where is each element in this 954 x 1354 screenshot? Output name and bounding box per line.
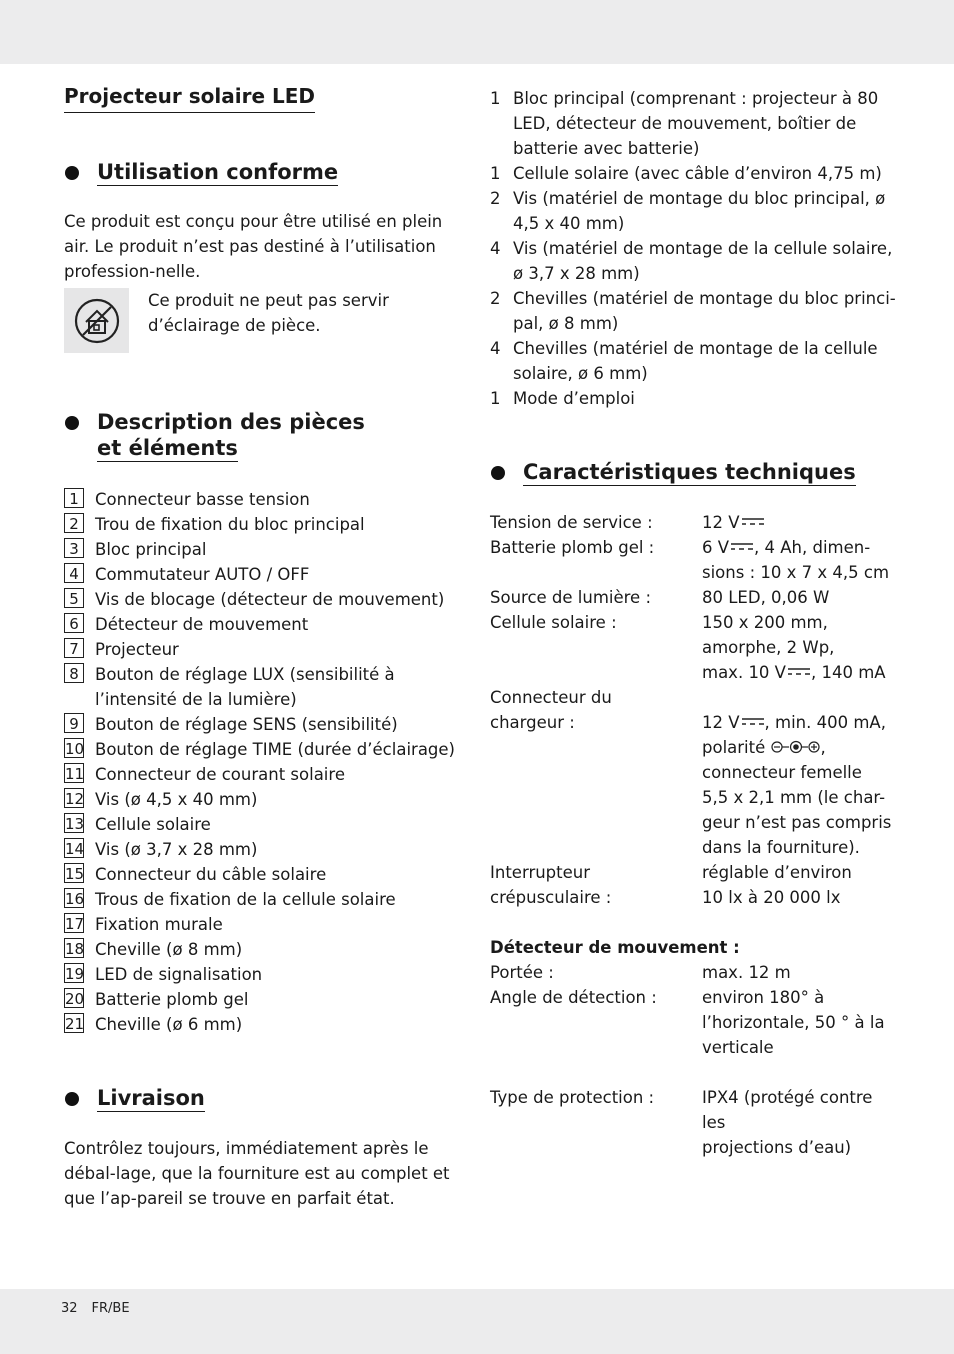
heading-utilisation: Utilisation conforme bbox=[64, 159, 464, 185]
part-item bbox=[64, 562, 464, 587]
part-number-box: 4 bbox=[64, 563, 84, 583]
delivery-quantity: 1 bbox=[490, 89, 501, 108]
part-item bbox=[64, 537, 464, 562]
part-label: Commutateur AUTO / OFF bbox=[95, 564, 310, 584]
right-column bbox=[490, 86, 900, 1160]
part-number-box: 20 bbox=[65, 989, 85, 1008]
part-number-box: 2 bbox=[64, 513, 84, 533]
spec-solar-cell: Cellule solaire : 150 x 200 mm, amorphe, 2 Wp, max. 10 V , 140 mA bbox=[490, 613, 886, 682]
page-footer bbox=[61, 1301, 144, 1316]
part-item bbox=[64, 487, 464, 512]
delivery-item bbox=[490, 386, 900, 411]
part-label: Connecteur du câble solaire bbox=[95, 864, 327, 884]
delivery-quantity: 4 bbox=[490, 239, 501, 258]
part-label: Détecteur de mouvement bbox=[95, 614, 309, 634]
bullet-dot bbox=[491, 466, 505, 480]
part-label: Trous de fixation de la cellule solaire bbox=[95, 889, 396, 909]
delivery-list bbox=[490, 86, 900, 411]
spec-service-voltage: Tension de service : 12 V bbox=[490, 510, 900, 535]
part-item bbox=[64, 612, 464, 637]
part-item bbox=[64, 812, 464, 837]
part-item bbox=[64, 987, 464, 1012]
part-item bbox=[64, 1012, 464, 1037]
part-label: Bouton de réglage LUX (sensibilité à l’intensité de la lumière) bbox=[95, 664, 395, 709]
parts-list bbox=[64, 487, 464, 1037]
delivery-item bbox=[490, 86, 900, 161]
part-item bbox=[64, 887, 464, 912]
delivery-label: Vis (matériel de montage du bloc principal, ø 4,5 x 40 mm) bbox=[513, 189, 886, 233]
part-item bbox=[64, 587, 464, 612]
part-number-box: 9 bbox=[64, 713, 84, 733]
heading-livraison: Livraison bbox=[64, 1085, 464, 1111]
part-number-box: 16 bbox=[65, 889, 85, 908]
part-number-box: 15 bbox=[65, 864, 85, 883]
part-number-box: 12 bbox=[65, 789, 85, 808]
left-column bbox=[64, 82, 464, 1211]
part-item bbox=[64, 862, 464, 887]
delivery-item bbox=[490, 161, 900, 186]
spec-light-source: Source de lumière : 80 LED, 0,06 W bbox=[490, 588, 830, 607]
part-label: Fixation murale bbox=[95, 914, 223, 934]
dc-symbol-icon bbox=[741, 516, 765, 526]
language-code: FR/BE bbox=[91, 1301, 130, 1316]
part-label: Vis (ø 3,7 x 28 mm) bbox=[95, 839, 258, 859]
part-label: Trou de fixation du bloc principal bbox=[95, 514, 365, 534]
delivery-quantity: 1 bbox=[490, 164, 501, 183]
part-number-box: 3 bbox=[64, 538, 84, 558]
part-item bbox=[64, 912, 464, 937]
part-item bbox=[64, 637, 464, 662]
part-number-box: 8 bbox=[64, 663, 84, 683]
bullet-dot bbox=[65, 1092, 79, 1106]
part-label: Batterie plomb gel bbox=[95, 989, 249, 1009]
part-label: LED de signalisation bbox=[95, 964, 263, 984]
delivery-label: Bloc principal (comprenant : projecteur à 80 LED, détecteur de mouvement, boîtier de batterie avec batterie) bbox=[513, 89, 879, 158]
part-number-box: 18 bbox=[65, 939, 85, 958]
delivery-item bbox=[490, 336, 900, 386]
part-label: Connecteur de courant solaire bbox=[95, 764, 345, 784]
spec-protection: Type de protection : IPX4 (protégé contre les projections d’eau) bbox=[490, 1088, 873, 1157]
part-label: Cellule solaire bbox=[95, 814, 211, 834]
part-label: Projecteur bbox=[95, 639, 179, 659]
heading-caracteristiques: Caractéristiques techniques bbox=[490, 459, 900, 485]
delivery-label: Mode d’emploi bbox=[513, 389, 635, 408]
polarity-symbol-icon bbox=[771, 740, 821, 754]
delivery-label: Chevilles (matériel de montage du bloc princi-pal, ø 8 mm) bbox=[513, 289, 896, 333]
delivery-label: Vis (matériel de montage de la cellule solaire, ø 3,7 x 28 mm) bbox=[513, 239, 893, 283]
part-number-box: 1 bbox=[64, 488, 84, 508]
part-item bbox=[64, 787, 464, 812]
part-item bbox=[64, 762, 464, 787]
delivery-label: Chevilles (matériel de montage de la cellule solaire, ø 6 mm) bbox=[513, 339, 878, 383]
motion-detector-heading: Détecteur de mouvement : bbox=[490, 938, 740, 957]
spec-twilight-switch: Interrupteur crépusculaire : réglable d’environ 10 lx à 20 000 lx bbox=[490, 863, 852, 907]
bottom-band bbox=[0, 1289, 954, 1354]
part-number-box: 21 bbox=[65, 1014, 85, 1033]
part-item bbox=[64, 737, 464, 762]
top-band bbox=[0, 0, 954, 64]
part-item bbox=[64, 662, 464, 712]
spec-charger: Connecteur du chargeur : 12 V , min. 400 mA, polarité , connecteur femelle 5,5 x 2,1 mm (le char- geur n’est pas compris dans la fourniture). bbox=[490, 688, 892, 857]
part-number-box: 14 bbox=[65, 839, 85, 858]
part-number-box: 13 bbox=[65, 814, 85, 833]
delivery-item bbox=[490, 286, 900, 336]
dc-symbol-icon bbox=[741, 716, 765, 726]
delivery-quantity: 1 bbox=[490, 389, 501, 408]
delivery-quantity: 2 bbox=[490, 289, 501, 308]
part-label: Bouton de réglage TIME (durée d’éclairage) bbox=[95, 739, 455, 759]
part-label: Vis (ø 4,5 x 40 mm) bbox=[95, 789, 258, 809]
livraison-paragraph: Contrôlez toujours, immédiatement après le débal-lage, que la fourniture est au complet et que l’ap-pareil se trouve en parfait état. bbox=[64, 1138, 450, 1208]
part-number-box: 5 bbox=[64, 588, 84, 608]
part-label: Bloc principal bbox=[95, 539, 207, 559]
part-label: Cheville (ø 8 mm) bbox=[95, 939, 243, 959]
part-label: Vis de blocage (détecteur de mouvement) bbox=[95, 589, 445, 609]
no-indoor-house-icon bbox=[64, 288, 129, 353]
delivery-quantity: 2 bbox=[490, 189, 501, 208]
note-text: Ce produit ne peut pas servir d’éclairage de pièce. bbox=[148, 291, 389, 335]
part-number-box: 11 bbox=[65, 764, 85, 783]
dc-symbol-icon bbox=[787, 666, 811, 676]
spec-detection-angle: Angle de détection : environ 180° à l’horizontale, 50 ° à la verticale bbox=[490, 988, 885, 1057]
part-number-box: 17 bbox=[65, 914, 85, 933]
part-number-box: 10 bbox=[65, 739, 85, 758]
part-item bbox=[64, 962, 464, 987]
delivery-label: Cellule solaire (avec câble d’environ 4,75 m) bbox=[513, 164, 882, 183]
part-item bbox=[64, 937, 464, 962]
page-number: 32 bbox=[61, 1301, 78, 1316]
part-number-box: 7 bbox=[64, 638, 84, 658]
utilisation-paragraph: Ce produit est conçu pour être utilisé en plein air. Le produit n’est pas destiné à l’utilisation profession-nelle. bbox=[64, 212, 443, 281]
part-label: Bouton de réglage SENS (sensibilité) bbox=[95, 714, 398, 734]
part-item bbox=[64, 512, 464, 537]
bullet-dot bbox=[65, 166, 79, 180]
part-label: Connecteur basse tension bbox=[95, 489, 310, 509]
delivery-item bbox=[490, 236, 900, 286]
specs-table bbox=[490, 510, 900, 1160]
spec-range: Portée : max. 12 m bbox=[490, 963, 791, 982]
dc-symbol-icon bbox=[730, 541, 754, 551]
document-title: Projecteur solaire LED bbox=[64, 82, 315, 113]
part-label: Cheville (ø 6 mm) bbox=[95, 1014, 243, 1034]
part-item bbox=[64, 712, 464, 737]
part-number-box: 19 bbox=[65, 964, 85, 983]
bullet-dot bbox=[65, 416, 79, 430]
delivery-quantity: 4 bbox=[490, 339, 501, 358]
spec-battery: Batterie plomb gel : 6 V , 4 Ah, dimen- sions : 10 x 7 x 4,5 cm bbox=[490, 538, 890, 582]
heading-description: Description des pièces et éléments bbox=[64, 409, 464, 461]
part-item bbox=[64, 837, 464, 862]
delivery-item bbox=[490, 186, 900, 236]
part-number-box: 6 bbox=[64, 613, 84, 633]
indoor-note bbox=[64, 288, 464, 355]
